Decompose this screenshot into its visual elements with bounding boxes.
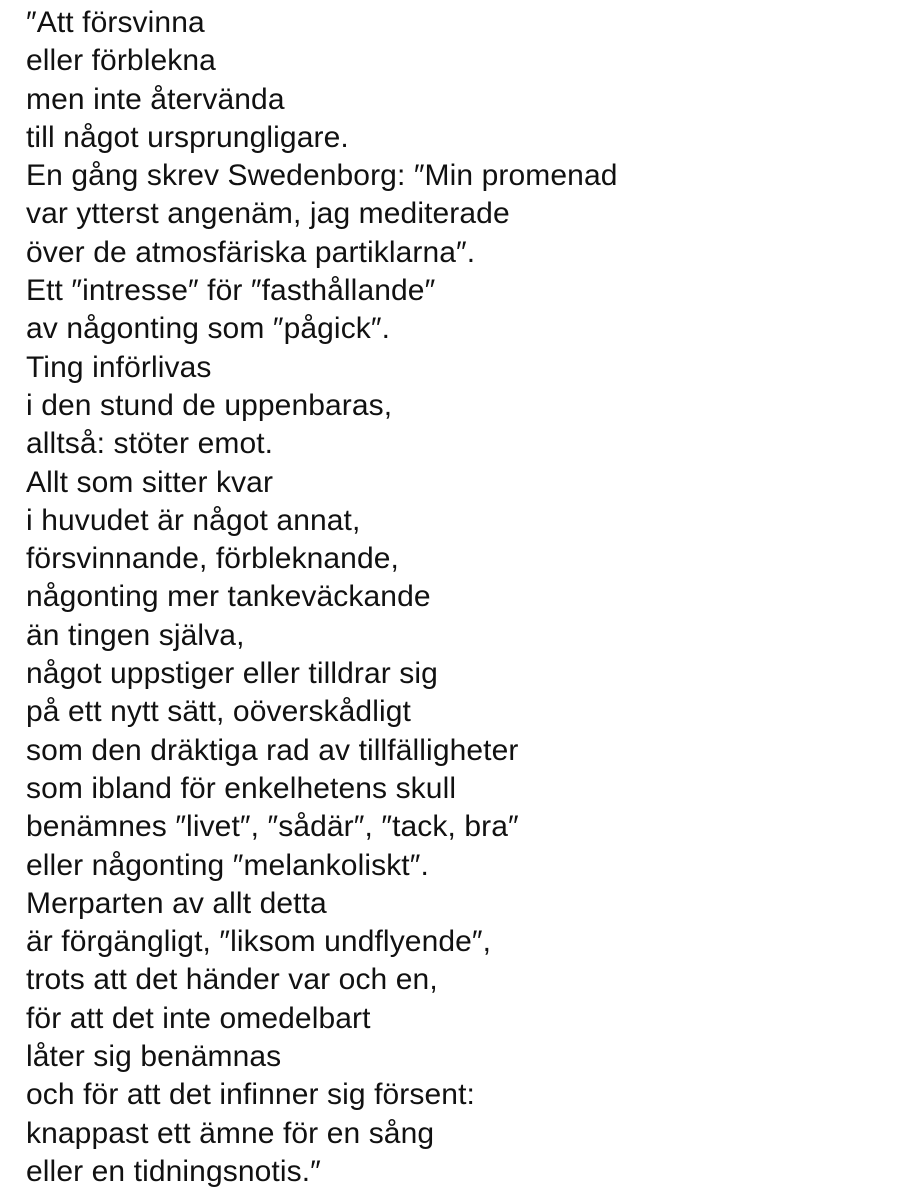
poem-line: som ibland för enkelhetens skull (26, 771, 457, 805)
note-page (26, 4, 896, 1191)
poem-line: och för att det infinner sig försent: (26, 1078, 475, 1112)
poem-line: eller förblekna (26, 44, 216, 78)
poem-line: för att det inte omedelbart (26, 1001, 371, 1035)
poem-line: alltså: stöter emot. (26, 427, 274, 461)
poem-line: Allt som sitter kvar (26, 465, 274, 499)
poem-line: eller någonting ″melankoliskt″. (26, 848, 429, 882)
poem-line: Ett ″intresse″ för ″fasthållande″ (26, 274, 436, 308)
poem-line: ″Att försvinna (26, 6, 205, 39)
poem-line: trots att det händer var och en, (26, 963, 438, 997)
poem-line: av någonting som ″pågick″. (26, 312, 391, 346)
poem-line: var ytterst angenäm, jag mediterade (26, 197, 510, 231)
poem-line: som den dräktiga rad av tillfälligheter (26, 733, 519, 767)
poem-line: än tingen själva, (26, 618, 245, 652)
poem-line: i huvudet är något annat, (26, 503, 361, 537)
poem-line: något uppstiger eller tilldrar sig (26, 657, 438, 691)
poem-line: eller en tidningsnotis.″ (26, 1154, 321, 1188)
poem-line: En gång skrev Swedenborg: ″Min promenad (26, 159, 618, 193)
poem-line: knappast ett ämne för en sång (26, 1116, 435, 1150)
poem-line: försvinnande, förbleknande, (26, 542, 399, 576)
poem-line: i den stund de uppenbaras, (26, 388, 393, 422)
poem-line: över de atmosfäriska partiklarna″. (26, 235, 476, 269)
poem-line: men inte återvända (26, 82, 285, 116)
poem-line: till något ursprungligare. (26, 120, 349, 154)
poem-line: låter sig benämnas (26, 1040, 282, 1074)
poem-line: Ting införlivas (26, 350, 212, 384)
poem-line: benämnes ″livet″, ″sådär″, ″tack, bra″ (26, 810, 519, 844)
poem-line: någonting mer tankeväckande (26, 580, 431, 614)
poem-line: Merparten av allt detta (26, 886, 327, 920)
poem-line: på ett nytt sätt, oöverskådligt (26, 695, 411, 729)
poem-line: är förgängligt, ″liksom undflyende″, (26, 925, 492, 959)
poem-text (26, 4, 896, 1191)
